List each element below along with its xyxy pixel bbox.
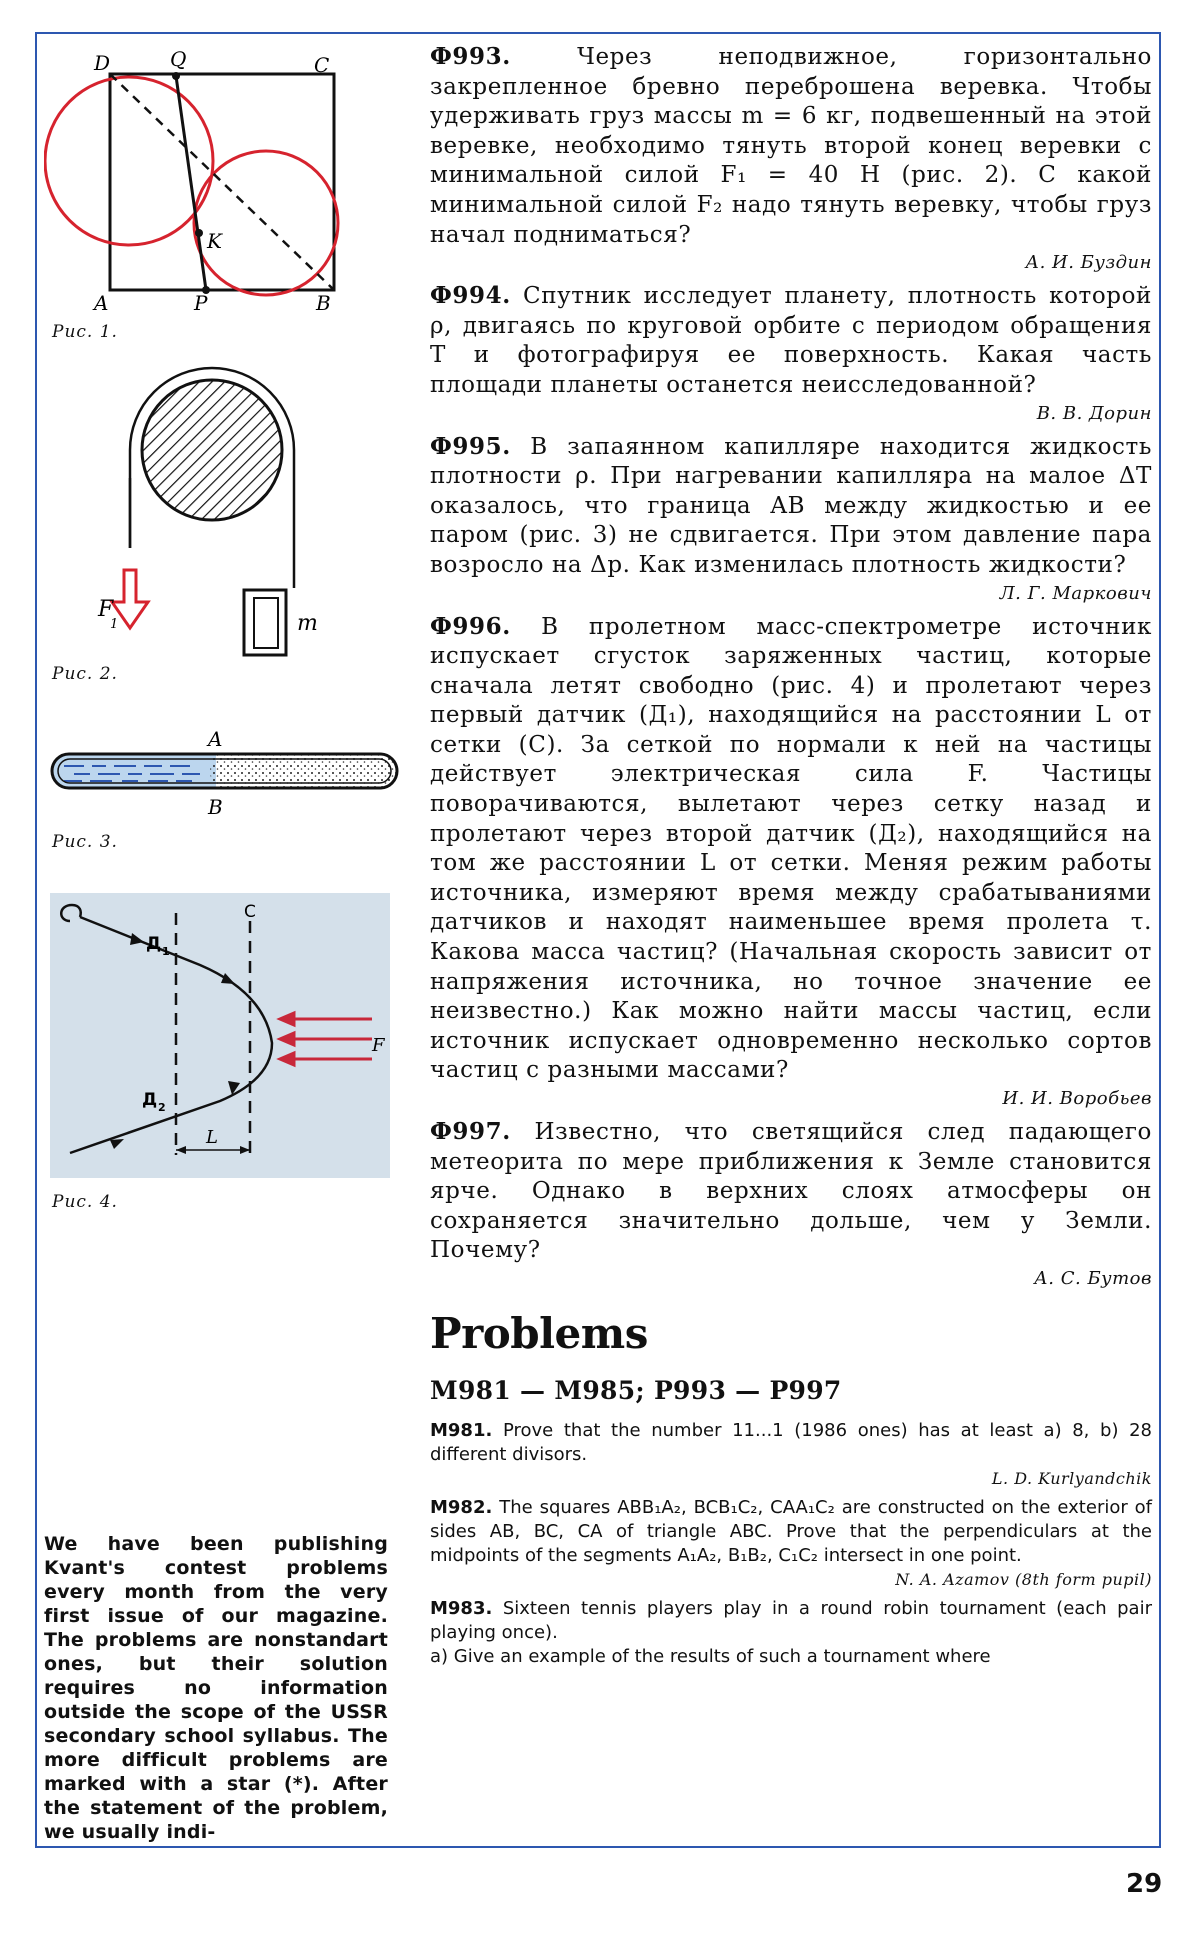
- figure-2: [44, 358, 344, 658]
- diagonal-db: [110, 74, 334, 290]
- problem-id: Ф996.: [430, 612, 511, 640]
- problem-text: The squares ABB₁A₂, BCB₁C₂, CAA₁C₂ are constructed on the exterior of sides AB, BC, CA of triangle ABC. Prove that the perpendiculars at the midpoints of the segments A₁A₂, B₁B₂, C₁C₂ intersect in one point.: [430, 1496, 1152, 1566]
- problem-text: Sixteen tennis players play in a round robin tournament (each pair playing once).: [430, 1597, 1152, 1643]
- problem-text: Известно, что светящийся след падающего метеорита по мере приближения к Земле становится ярче. Однако в верхних слоях атмосферы он сохраняется значительно дольше, чем у Земли. Почему?: [430, 1119, 1152, 1264]
- point-q: [172, 72, 180, 80]
- caption-fig3: Рис. 3.: [52, 832, 118, 852]
- label-f1-sub: 1: [110, 617, 119, 632]
- label-q: Q: [170, 48, 187, 71]
- problem-id: M981.: [430, 1419, 493, 1441]
- english-heading: Problems: [430, 1308, 648, 1358]
- label-d: D: [94, 51, 111, 75]
- problem-ru: [430, 1117, 1152, 1266]
- label-p: P: [194, 291, 208, 315]
- english-series: M981 — M985; P993 — P997: [430, 1375, 842, 1405]
- label-b: B: [316, 291, 331, 315]
- label-a: A: [94, 291, 109, 315]
- label-l: L: [206, 1127, 218, 1148]
- problem-en: [430, 1419, 1152, 1467]
- problem-text: В пролетном масс-спектрометре источник испускает сгусток заряженных частиц, которые сначала летят свободно (рис. 4) и пролетают через первый датчик (Д₁), находящийся на расстоянии L от сетки (С). За сеткой по нормали к ней на частицы действует электрическая сила F. Частицы поворачиваются, вылетают через сетку назад и пролетают через второй датчик (Д₂), находящийся на том же расстоянии L от сетки. Меняя режим работы источника, измеряют время между срабатываниями датчиков и находят наименьшее время пролета τ. Какова масса частиц? (Начальная скорость зависит от напряжения источника, но точное значение ее неизвестно.) Как можно найти массы частиц, если источник испускает одновременно несколько сортов частиц с разными массами?: [430, 613, 1152, 1084]
- weight: [244, 590, 286, 655]
- segment-qp: [176, 76, 206, 290]
- caption-fig2: Рис. 2.: [52, 664, 118, 684]
- label-d1: Д: [146, 934, 162, 954]
- caption-fig4: Рис. 4.: [52, 1192, 118, 1212]
- page-number: 29: [1126, 1869, 1163, 1899]
- problem-text-line2: a) Give an example of the results of such a tournament where: [430, 1645, 991, 1667]
- problem-en: [430, 1597, 1152, 1669]
- problem-author: В. В. Дорин: [1036, 402, 1152, 424]
- label-d2: Д: [142, 1090, 158, 1110]
- problem-text: В запаянном капилляре находится жидкость плотности ρ. При нагревании капилляра на малое ΔT оказалось, что граница AB между жидкостью и ее паром (рис. 3) не сдвигается. При этом давление пара возросло на Δp. Как изменилась плотность жидкости?: [430, 433, 1152, 578]
- problem-id: Ф993.: [430, 43, 511, 70]
- problem-ru: [430, 42, 1152, 250]
- label-m: m: [297, 611, 318, 636]
- problem-author: И. И. Воробьев: [1002, 1088, 1152, 1109]
- label-b: B: [208, 795, 223, 819]
- problem-author: А. С. Бутов: [1034, 1267, 1152, 1289]
- problem-id: M982.: [430, 1496, 493, 1518]
- log: [142, 380, 282, 520]
- problem-author: Л. Г. Маркович: [999, 582, 1152, 604]
- main-column: [430, 42, 1152, 1677]
- problem-author: N. A. Azamov (8th form pupil): [895, 1569, 1152, 1589]
- problem-id: Ф995.: [430, 432, 511, 460]
- label-f: F: [372, 1035, 385, 1056]
- fig4-background: [50, 893, 390, 1178]
- label-c: C: [314, 53, 330, 77]
- label-a: A: [208, 727, 223, 751]
- label-d2-sub: 2: [158, 1101, 166, 1114]
- problem-text: Спутник исследует планету, плотность которой ρ, двигаясь по круговой орбите с периодом обращения T и фотографируя ее поверхность. Какая часть площади планеты останется неисследованной?: [430, 283, 1152, 398]
- point-k: [195, 229, 203, 237]
- label-k: K: [207, 229, 222, 253]
- label-c: C: [244, 902, 256, 922]
- label-f1: F: [98, 597, 114, 622]
- problem-en: [430, 1496, 1152, 1568]
- problem-id: Ф997.: [430, 1118, 511, 1145]
- problem-ru: [430, 612, 1152, 1087]
- problem-text: Через неподвижное, горизонтально закрепленное бревно переброшена веревка. Чтобы удерживать груз массы m = 6 кг, подвешенный на этой веревке, необходимо тянуть второй конец веревки с минимальной силой F₁ = 40 Н (рис. 2). С какой минимальной силой F₂ надо тянуть веревку, чтобы груз начал подниматься?: [430, 44, 1152, 248]
- intro-sidebar: We have been publishing Kvant's contest problems every month from the very first issue of our magazine. The problems are nonstandart ones, but their solution requires no information outside the scope of the USSR secondary school syllabus. The more difficult problems are marked with a star (*). After the statement of the problem, we usually indi-: [44, 1533, 388, 1843]
- figure-1: [44, 48, 344, 328]
- problem-author: А. И. Буздин: [1025, 252, 1152, 274]
- caption-fig1: Рис. 1.: [52, 322, 118, 342]
- problems-ru: [430, 42, 1152, 1289]
- figure-4: [50, 893, 390, 1183]
- figure-3: [44, 722, 404, 832]
- problem-ru: [430, 281, 1152, 400]
- problems-en: [430, 1419, 1152, 1677]
- problem-id: Ф994.: [430, 282, 511, 310]
- problem-text: Prove that the number 11...1 (1986 ones) has at least a) 8, b) 28 different divisors.: [430, 1419, 1153, 1465]
- problem-author: L. D. Kurlyandchik: [991, 1468, 1152, 1488]
- problem-id: M983.: [430, 1597, 493, 1619]
- label-d1-sub: 1: [162, 945, 170, 958]
- problem-ru: [430, 432, 1152, 581]
